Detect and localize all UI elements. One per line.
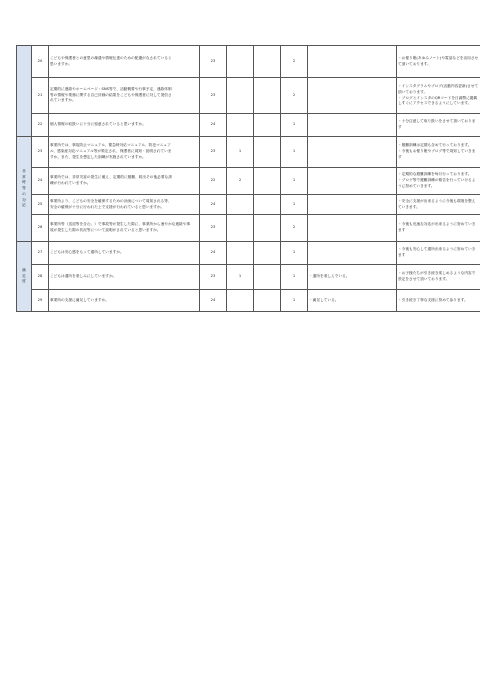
parent-opinion-cell	[308, 290, 397, 312]
question-text-group	[50, 56, 198, 68]
count-cell	[254, 78, 281, 114]
count-cell: 1	[227, 137, 254, 168]
parent-opinion-cell	[308, 46, 397, 78]
item-number: 25	[32, 195, 49, 215]
count-cell: 1	[281, 242, 308, 265]
count-cell	[227, 78, 254, 114]
item-number: 24	[32, 168, 49, 195]
response-text: ・定期的な避難訓練を毎月行っております。	[398, 172, 472, 177]
question-cell	[49, 242, 200, 265]
parent-opinion-cell	[308, 78, 397, 114]
question-text: れていますか。	[50, 98, 76, 103]
item-number: 27	[32, 242, 49, 265]
parent-opinion-cell	[308, 137, 397, 168]
item-number: 23	[32, 137, 49, 168]
question-text: 事業所等（送迎等を含む。）で事故等が発生した際に、事業所から速やかな連絡や事	[50, 222, 191, 227]
count-cell	[254, 242, 281, 265]
question-text: 安全の確保が十分に行われた上で支援が行われていると思いますか。	[50, 204, 165, 209]
response-text-group	[398, 84, 479, 107]
count-cell	[227, 114, 254, 137]
question-text: 事業所より、こどもの安全を確保するための計画について周知される等、	[50, 198, 172, 203]
count-cell: 23	[200, 265, 227, 290]
table-row	[17, 46, 480, 78]
category-cell	[17, 46, 32, 137]
response-text: ・ブログ等で避難訓練の報告を行っていけるように努めていきます。	[398, 178, 476, 188]
parent-opinion-cell	[308, 215, 397, 242]
facility-response-cell	[397, 46, 480, 78]
question-cell	[49, 78, 200, 114]
opinion-text-group	[309, 274, 395, 280]
response-text-group	[398, 199, 479, 211]
facility-response-cell	[397, 137, 480, 168]
opinion-text: ・満足している。	[309, 297, 339, 302]
question-text: ル、感染症対応マニュアル等が策定され、保護者に周知・説明されていま	[50, 149, 172, 154]
count-cell	[254, 46, 281, 78]
question-text-group	[50, 274, 198, 280]
count-cell	[254, 168, 281, 195]
item-number: 22	[32, 114, 49, 137]
response-text-group	[398, 222, 479, 234]
question-text: 故が発生した際の状況等について説明がされていると思いますか。	[50, 228, 161, 232]
opinion-text: ・通所を楽しんでいる。	[309, 274, 350, 279]
response-text: ・インスタグラムやブログ(活動内容更新)させて頂いております。	[398, 83, 479, 94]
question-text: すか。また、発生を想定した訓練が実施されていますか。	[50, 154, 146, 159]
question-text: 事業所では、非常災害の発生に備え、定期的に避難、救出その他必要な訓	[50, 175, 172, 180]
count-cell: 1	[227, 265, 254, 290]
item-number: 29	[32, 290, 49, 312]
response-text: ・引き続き丁寧な支援に努めて参ります。	[398, 297, 468, 302]
question-cell	[49, 168, 200, 195]
question-text-group	[50, 175, 198, 187]
count-cell	[227, 242, 254, 265]
question-cell	[49, 215, 200, 242]
survey-table	[16, 45, 480, 312]
question-text: 事業所では、事故防止マニュアル、緊急時対応マニュアル、防犯マニュア	[50, 143, 171, 148]
count-cell	[227, 215, 254, 242]
table-row	[17, 215, 480, 242]
count-cell	[227, 46, 254, 78]
table-row	[17, 78, 480, 114]
question-text-group	[50, 199, 198, 211]
table-row	[17, 265, 480, 290]
question-cell	[49, 137, 200, 168]
question-cell	[49, 290, 200, 312]
question-text-group	[50, 250, 198, 256]
count-cell: 2	[281, 78, 308, 114]
category-label: 非 常 時 等 の 対 応	[22, 168, 26, 208]
count-cell	[227, 195, 254, 215]
question-cell	[49, 114, 200, 137]
question-text-group	[50, 222, 198, 234]
count-cell: 2	[227, 168, 254, 195]
table-row	[17, 195, 480, 215]
facility-response-cell	[397, 265, 480, 290]
facility-response-cell	[397, 290, 480, 312]
category-cell	[17, 137, 32, 242]
question-text: 個人情報の取扱いに十分に留意されていると思いますか。	[50, 122, 146, 127]
facility-response-cell	[397, 168, 480, 195]
question-cell	[49, 46, 200, 78]
question-text-group	[50, 122, 198, 128]
response-text-group	[398, 143, 479, 160]
response-text-group	[398, 247, 479, 259]
response-text: ・ブログとインスタのQRコードを日調票に掲載しすぐにアクセスできるようにしています。	[398, 95, 478, 106]
table-row	[17, 137, 480, 168]
count-cell: 1	[281, 265, 308, 290]
count-cell: 24	[200, 195, 227, 215]
response-text: ・安全に支援が出来るように今後も環境を整えていきます。	[398, 198, 476, 209]
question-text: 定期的に連絡やホームページ・SNS等で、活動概要や行事予定、連絡体制	[50, 86, 172, 91]
response-text-group	[398, 172, 479, 189]
category-label: 満 足 度	[22, 267, 26, 284]
parent-opinion-cell	[308, 114, 397, 137]
count-cell	[254, 265, 281, 290]
parent-opinion-cell	[308, 195, 397, 215]
count-cell: 24	[200, 290, 227, 312]
facility-response-cell	[397, 78, 480, 114]
item-number: 28	[32, 265, 49, 290]
category-cell	[17, 242, 32, 312]
opinion-text-group	[309, 298, 395, 304]
response-text: ・今後もお便り帳やブログ等で周知していきます	[398, 149, 476, 159]
response-text-group	[398, 56, 479, 68]
response-text: ・お便り帳(あゆみノート)や電話などを活用させて頂いております。	[398, 55, 479, 66]
question-text: 思いますか。	[50, 61, 73, 66]
count-cell: 2	[281, 215, 308, 242]
facility-response-cell	[397, 195, 480, 215]
response-text: ・避難訓練は定期も含めて行っております。	[398, 143, 472, 148]
table-row	[17, 168, 480, 195]
count-cell: 23	[200, 78, 227, 114]
parent-opinion-cell	[308, 242, 397, 265]
table-row	[17, 242, 480, 265]
facility-response-cell	[397, 215, 480, 242]
count-cell: 1	[281, 137, 308, 168]
response-text: ・今後も安心して通所出来るように努めていきます	[398, 247, 476, 257]
count-cell: 23	[200, 215, 227, 242]
count-cell: 24	[200, 114, 227, 137]
count-cell	[254, 290, 281, 312]
question-text: こどもは通所を楽しみにしていますか。	[50, 274, 117, 279]
count-cell: 22	[200, 168, 227, 195]
count-cell: 23	[200, 46, 227, 78]
item-number: 26	[32, 215, 49, 242]
response-text-group	[398, 271, 479, 283]
response-text: ・今後も迅速な対応が出来るように努めていきます	[398, 222, 476, 232]
response-text: ・お子様たちが引き続き楽しめるような内容で設定をさせて頂いております。	[398, 271, 476, 281]
response-text-group	[398, 119, 479, 131]
parent-opinion-cell	[308, 265, 397, 290]
question-text: 事業所の支援に満足していますか。	[50, 297, 109, 302]
question-text: こどもは安心感をもって通所していますか。	[50, 250, 124, 255]
count-cell: 23	[200, 137, 227, 168]
item-number: 20	[32, 46, 49, 78]
count-cell: 1	[281, 114, 308, 137]
count-cell: 2	[281, 46, 308, 78]
count-cell	[254, 215, 281, 242]
question-cell	[49, 265, 200, 290]
question-cell	[49, 195, 200, 215]
count-cell	[254, 137, 281, 168]
question-text-group	[50, 298, 198, 304]
question-text: こどもや保護者との意思の疎通や情報伝達のための配慮がなされていると	[50, 55, 172, 60]
facility-response-cell	[397, 114, 480, 137]
count-cell: 1	[281, 168, 308, 195]
facility-response-cell	[397, 242, 480, 265]
count-cell	[227, 290, 254, 312]
count-cell: 1	[281, 290, 308, 312]
table-row	[17, 114, 480, 137]
survey-table-body	[17, 46, 480, 312]
question-text-group	[50, 87, 198, 104]
question-text: 等の情報や業務に関する自己評価の結果をこどもや保護者に対して発信さ	[50, 92, 172, 97]
count-cell	[254, 195, 281, 215]
table-row	[17, 290, 480, 312]
question-text: 練が行われていますか。	[50, 181, 91, 185]
parent-opinion-cell	[308, 168, 397, 195]
count-cell: 1	[281, 195, 308, 215]
question-text-group	[50, 143, 198, 160]
count-cell	[254, 114, 281, 137]
response-text-group	[398, 298, 479, 304]
item-number: 21	[32, 78, 49, 114]
count-cell: 24	[200, 242, 227, 265]
response-text: ・十分注意して取り扱いをさせて頂いております	[398, 119, 476, 129]
survey-sheet	[16, 45, 479, 312]
